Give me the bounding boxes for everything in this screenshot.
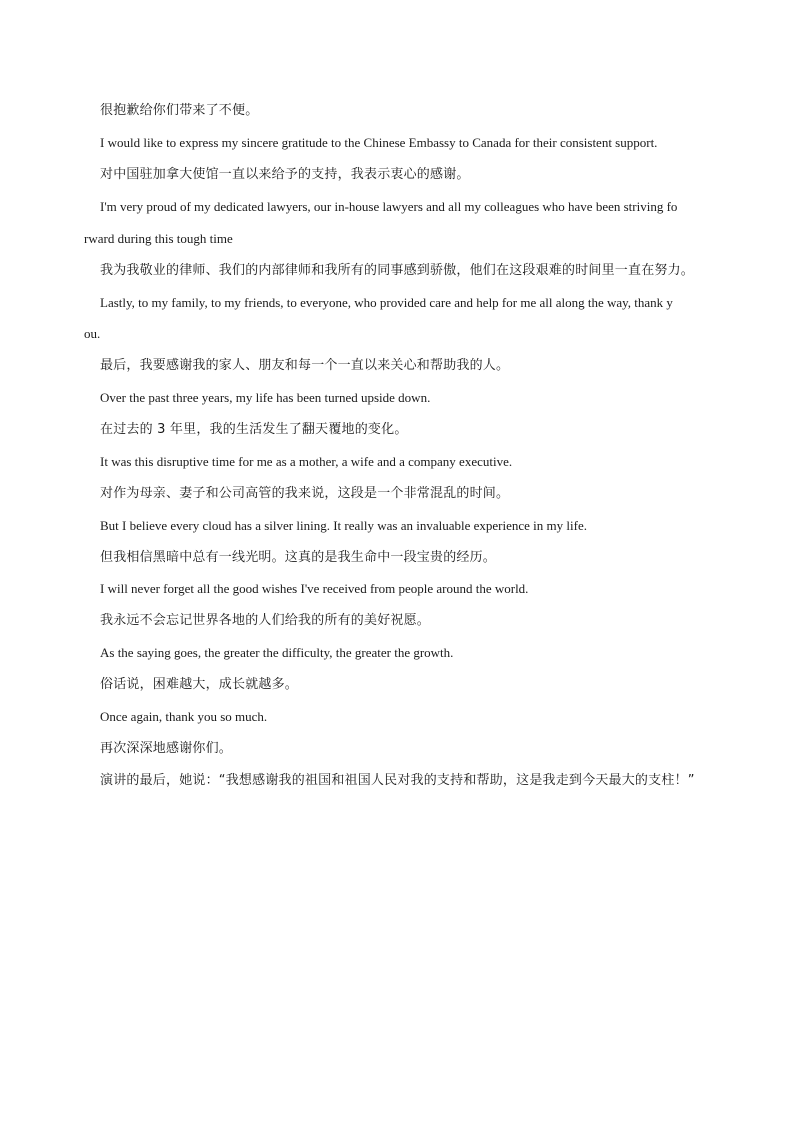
paragraph-line-continued: rward during this tough time [84, 231, 233, 246]
paragraph-line: 最后，我要感谢我的家人、朋友和每一个一直以来关心和帮助我的人。 [100, 358, 510, 373]
paragraph-line: 我为我敬业的律师、我们的内部律师和我所有的同事感到骄傲，他们在这段艰难的时间里一直在努力。 [100, 263, 695, 278]
paragraph-line: 演讲的最后，她说：“我想感谢我的祖国和祖国人民对我的支持和帮助，这是我走到今天最大的支柱！” [100, 773, 695, 788]
paragraph-line: 对作为母亲、妻子和公司高管的我来说，这段是一个非常混乱的时间。 [100, 486, 510, 501]
paragraph-line: It was this disruptive time for me as a mother, a wife and a company executive. [100, 454, 513, 469]
paragraph-line: 我永远不会忘记世界各地的人们给我的所有的美好祝愿。 [100, 613, 431, 628]
paragraph-line-continued: ou. [84, 326, 101, 341]
paragraph-line: I would like to express my sincere gratitude to the Chinese Embassy to Canada for their consistent support. [100, 135, 658, 150]
paragraph-line: Lastly, to my family, to my friends, to everyone, who provided care and help for me all along the way, thank y [100, 295, 673, 310]
paragraph-line: 很抱歉给你们带来了不便。 [100, 103, 259, 118]
paragraph-line: 再次深深地感谢你们。 [100, 741, 233, 756]
paragraph-line: I will never forget all the good wishes I've received from people around the world. [100, 581, 529, 596]
paragraph-line: 在过去的 3 年里，我的生活发生了翻天覆地的变化。 [100, 422, 408, 437]
paragraph-line: Over the past three years, my life has been turned upside down. [100, 390, 431, 405]
paragraph-line: Once again, thank you so much. [100, 709, 268, 724]
paragraph-line: I'm very proud of my dedicated lawyers, our in-house lawyers and all my colleagues who have been striving fo [100, 199, 678, 214]
paragraph-line: As the saying goes, the greater the difficulty, the greater the growth. [100, 645, 454, 660]
paragraph-line: 但我相信黑暗中总有一线光明。这真的是我生命中一段宝贵的经历。 [100, 550, 497, 565]
paragraph-line: But I believe every cloud has a silver lining. It really was an invaluable experience in my life. [100, 518, 587, 533]
paragraph-line: 俗话说，困难越大，成长就越多。 [100, 677, 299, 692]
paragraph-line: 对中国驻加拿大使馆一直以来给予的支持，我表示衷心的感谢。 [100, 167, 470, 182]
